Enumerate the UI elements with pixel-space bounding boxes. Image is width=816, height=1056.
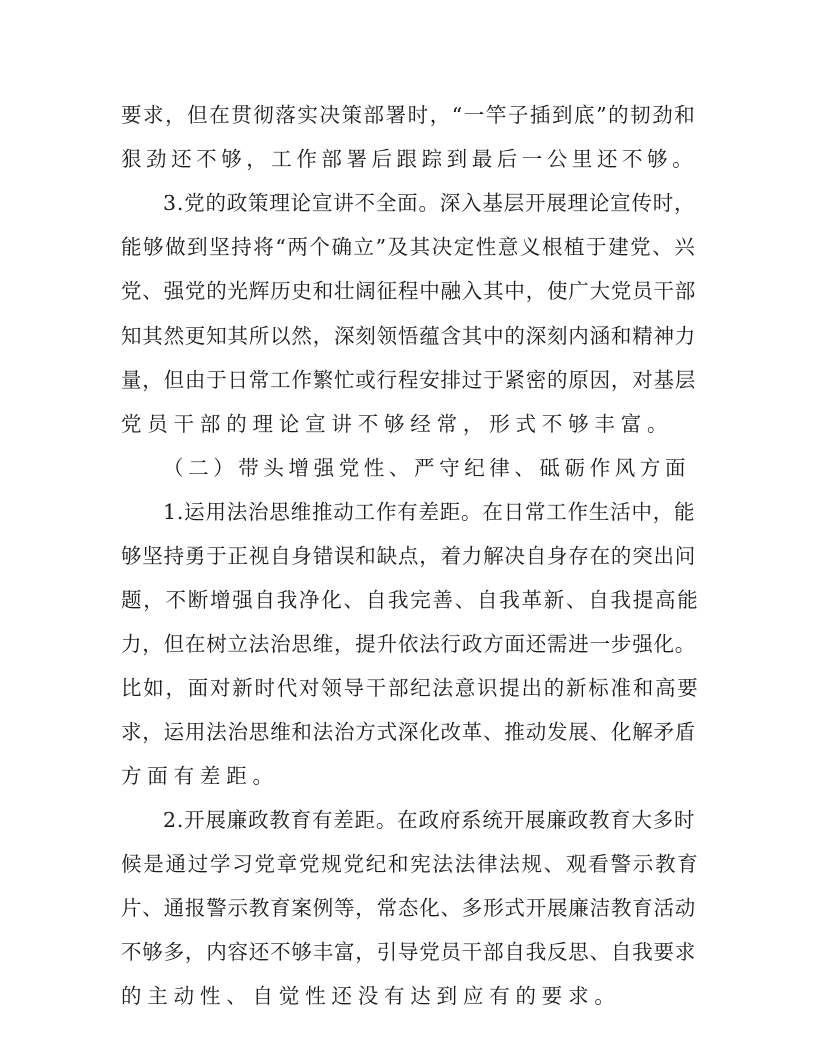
text-line [0,626,816,662]
text-line-content: 2.开展廉政教育有差距。在政府系统开展廉政教育大多时 [163,808,696,832]
text-line [0,97,816,133]
text-line [0,846,816,882]
text-line-content: 片、通报警示教育案例等，常态化、多形式开展廉洁教育活动 [121,896,697,920]
text-line [0,141,816,177]
text-line-content: 比如，面对新时代对领导干部纪法意识提出的新标准和高要 [121,676,700,700]
text-line-content: 党、强党的光辉历史和壮阔征程中融入其中，使广大党员干部 [121,279,697,303]
text-line [0,582,816,618]
text-line [0,229,816,265]
text-line [0,758,816,794]
text-line [0,406,816,442]
section-heading-text: （二）带头增强党性、严守纪律、砥砺作风方面 [163,456,691,480]
text-line [0,185,816,221]
text-line [0,802,816,838]
text-line-content: 题，不断增强自我净化、自我完善、自我革新、自我提高能 [121,588,700,612]
text-line-content: 狠劲还不够，工作部署后跟踪到最后一公里还不够。 [121,147,698,171]
text-line-content: 要求，但在贯彻落实决策部署时，“一竿子插到底”的韧劲和 [121,103,697,127]
text-line [0,714,816,750]
text-line [0,362,816,398]
text-line-content: 的主动性、自觉性还没有达到应有的要求。 [121,984,621,1008]
text-line [0,538,816,574]
text-line-content: 3.党的政策理论宣讲不全面。深入基层开展理论宣传时， [163,191,696,215]
text-line-content: 方面有差距。 [121,764,279,788]
text-line [0,934,816,970]
text-line-content: 力，但在树立法治思维，提升依法行政方面还需进一步强化。 [121,632,697,656]
text-line-content: 量，但由于日常工作繁忙或行程安排过于紧密的原因，对基层 [121,368,697,392]
text-line-content: 够坚持勇于正视自身错误和缺点，着力解决自身存在的突出问 [121,544,697,568]
text-line [0,890,816,926]
text-line-content: 1.运用法治思维推动工作有差距。在日常工作生活中，能 [163,500,696,524]
text-line-content: 党员干部的理论宣讲不够经常，形式不够丰富。 [121,412,674,436]
text-line [0,273,816,309]
text-line-content: 能够做到坚持将“两个确立”及其决定性意义根植于建党、兴 [121,235,697,259]
text-line-content: 求，运用法治思维和法治方式深化改革、推动发展、化解矛盾 [121,720,697,744]
text-line-content: 不够多，内容还不够丰富，引导党员干部自我反思、自我要求 [121,940,697,964]
text-line [0,978,816,1014]
text-line [0,318,816,354]
text-line [0,494,816,530]
text-line-content: 候是通过学习党章党规党纪和宪法法律法规、观看警示教育 [121,852,700,876]
text-line-content: 知其然更知其所以然，深刻领悟蕴含其中的深刻内涵和精神力 [121,324,697,348]
text-line [0,670,816,706]
section-heading [0,450,816,486]
